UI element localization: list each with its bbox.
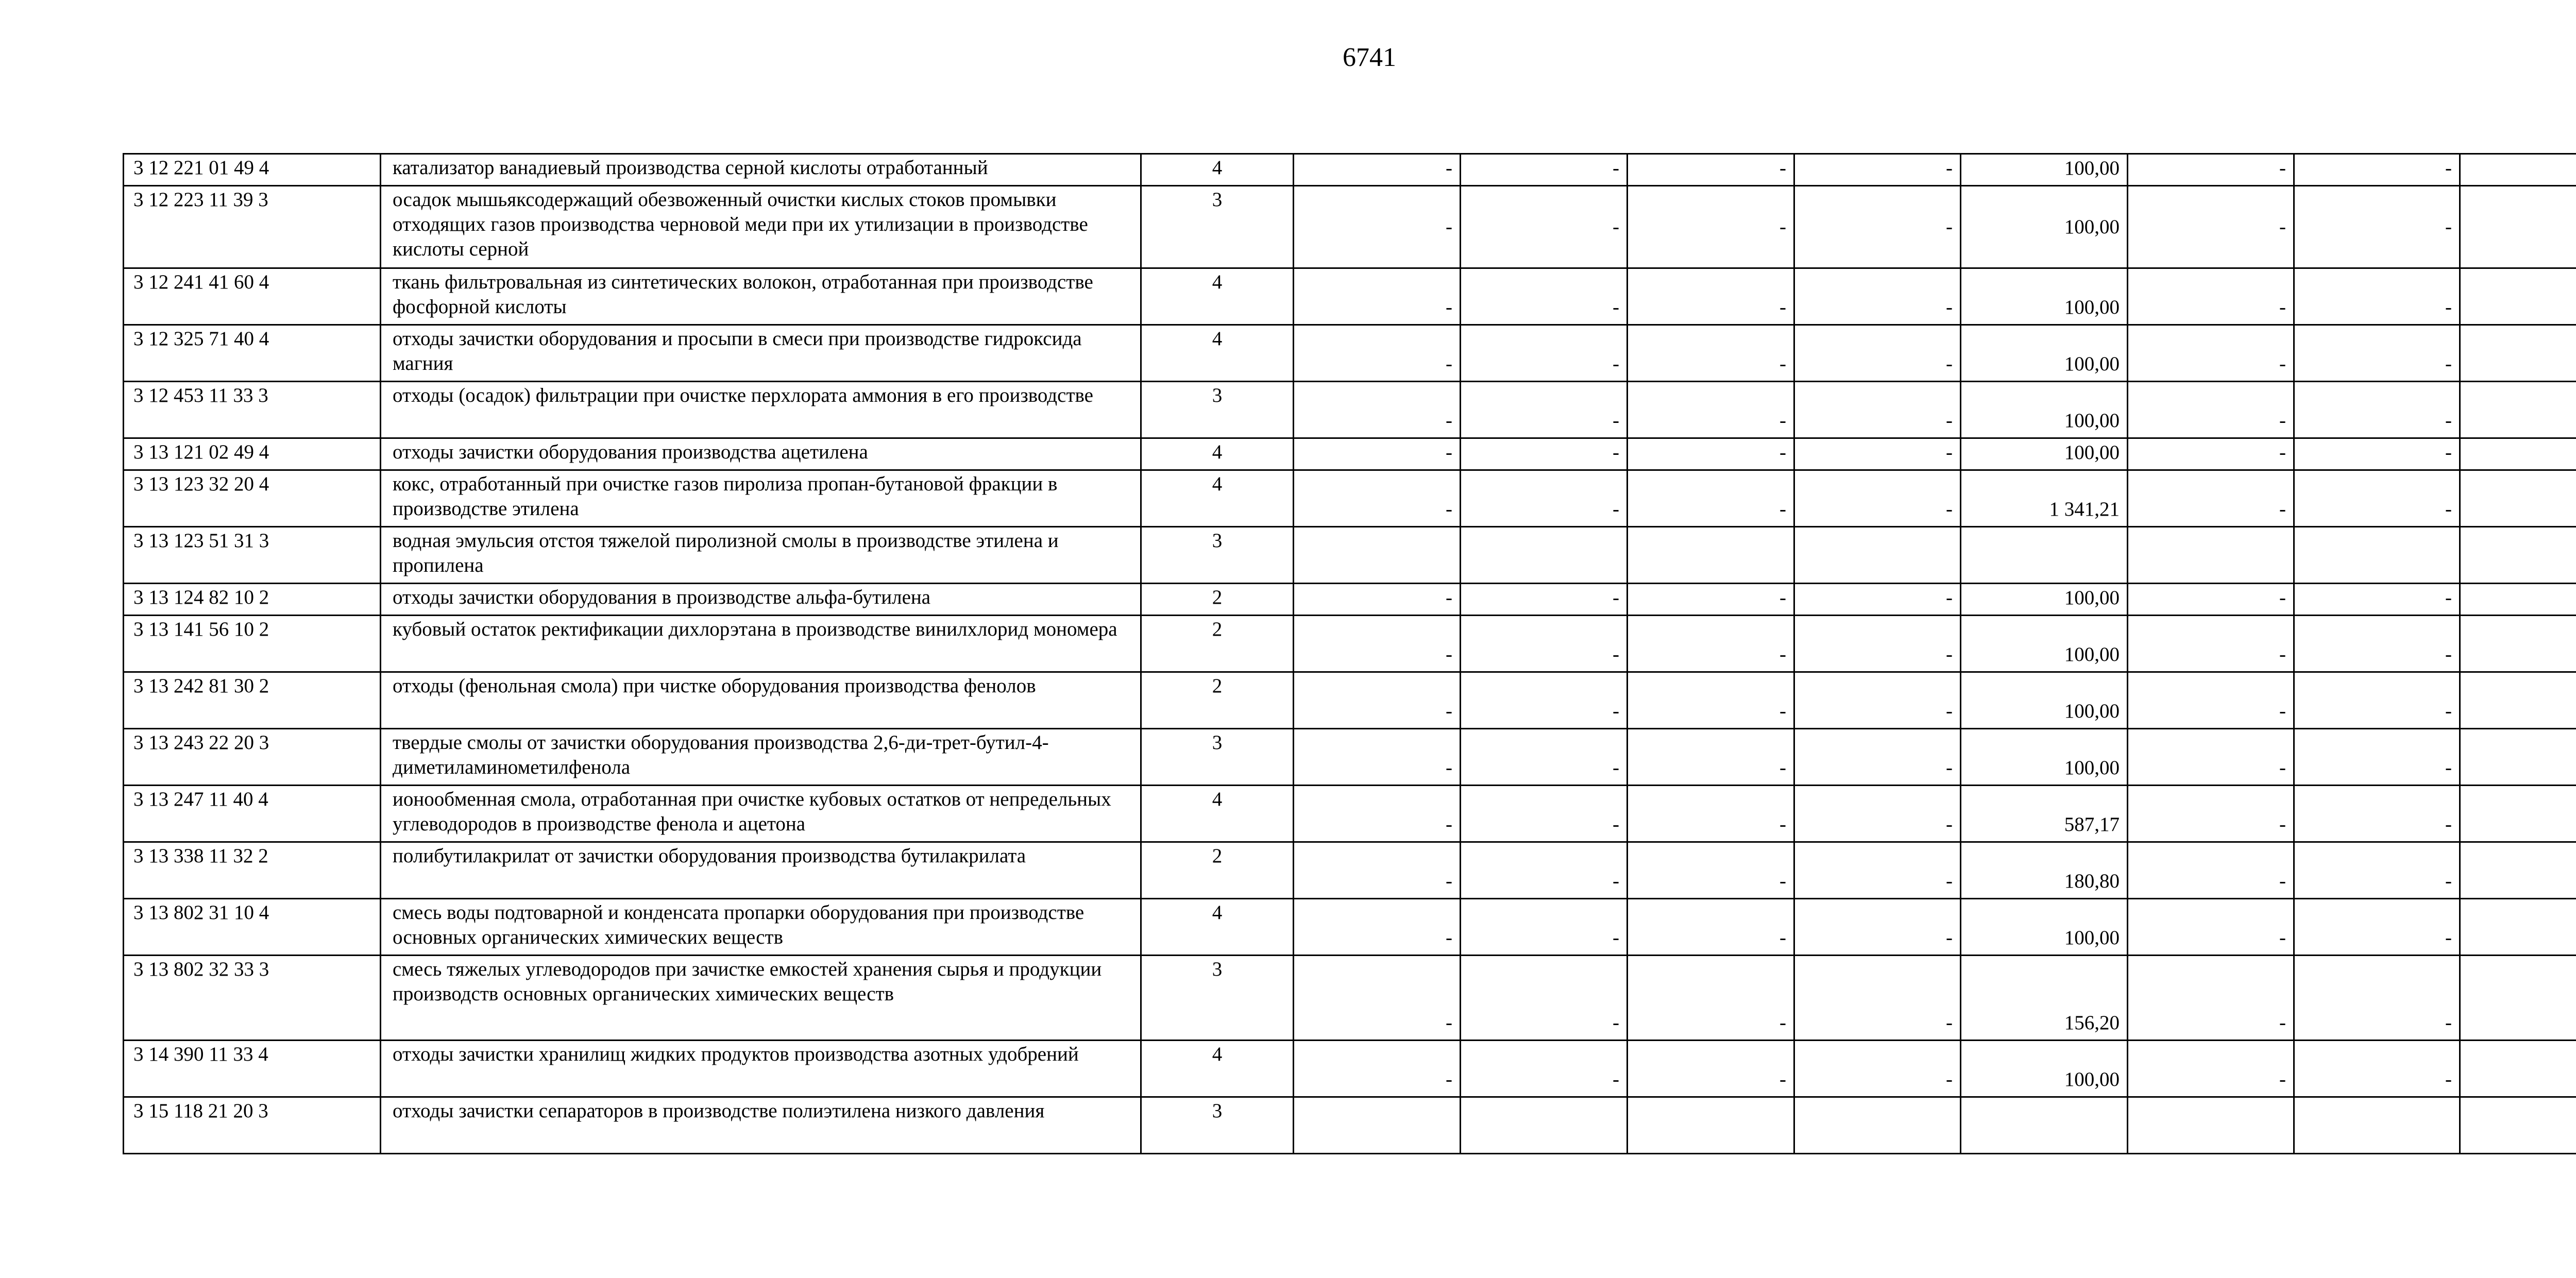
waste-name-cell: отходы зачистки сепараторов в производстве полиэтилена низкого давления	[381, 1097, 1141, 1154]
value-cell-6: -	[2128, 729, 2294, 786]
page-number: 6741	[1343, 43, 1396, 72]
value-cell-5: 100,00	[1961, 186, 2128, 268]
value-cell-2: -	[1461, 842, 1628, 899]
value-cell-2: -	[1461, 1041, 1628, 1097]
table-row	[124, 786, 2576, 842]
value-cell-6	[2128, 527, 2294, 584]
value-cell-8	[2460, 786, 2576, 842]
value-cell-4: -	[1794, 729, 1961, 786]
hazard-class-cell: 2	[1141, 842, 1294, 899]
table-body	[124, 154, 2576, 1154]
value-cell-3: -	[1628, 1041, 1794, 1097]
waste-code-cell: 3 13 802 32 33 3	[124, 956, 381, 1041]
table-row	[124, 186, 2576, 268]
value-cell-7: -	[2294, 268, 2460, 325]
waste-name-cell: отходы зачистки оборудования в производстве альфа-бутилена	[381, 584, 1141, 616]
value-cell-3: -	[1628, 956, 1794, 1041]
value-cell-7: -	[2294, 842, 2460, 899]
hazard-class-cell: 4	[1141, 325, 1294, 382]
table-row	[124, 672, 2576, 729]
value-cell-8	[2460, 842, 2576, 899]
value-cell-1: -	[1294, 899, 1461, 956]
waste-name-cell: ионообменная смола, отработанная при очистке кубовых остатков от непредельных углеводородов в производстве фенола и ацетона	[381, 786, 1141, 842]
waste-code-cell: 3 13 338 11 32 2	[124, 842, 381, 899]
value-cell-8	[2460, 584, 2576, 616]
value-cell-5: 100,00	[1961, 672, 2128, 729]
value-cell-6: -	[2128, 470, 2294, 527]
value-cell-2: -	[1461, 956, 1628, 1041]
table-row	[124, 154, 2576, 186]
value-cell-7: -	[2294, 672, 2460, 729]
value-cell-2: -	[1461, 786, 1628, 842]
value-cell-2	[1461, 527, 1628, 584]
value-cell-7: -	[2294, 186, 2460, 268]
value-cell-7: -	[2294, 584, 2460, 616]
waste-code-cell: 3 13 141 56 10 2	[124, 616, 381, 672]
value-cell-2: -	[1461, 438, 1628, 470]
table-row	[124, 470, 2576, 527]
table-row	[124, 382, 2576, 438]
waste-code-cell: 3 12 241 41 60 4	[124, 268, 381, 325]
value-cell-5: 180,80	[1961, 842, 2128, 899]
value-cell-2: -	[1461, 382, 1628, 438]
waste-name-cell: отходы зачистки оборудования и просыпи в смеси при производстве гидроксида магния	[381, 325, 1141, 382]
value-cell-5: 156,20	[1961, 956, 2128, 1041]
value-cell-5: 100,00	[1961, 325, 2128, 382]
value-cell-6: -	[2128, 616, 2294, 672]
waste-name-cell: ткань фильтровальная из синтетических волокон, отработанная при производстве фосфорной кислоты	[381, 268, 1141, 325]
table-row	[124, 956, 2576, 1041]
value-cell-1: -	[1294, 786, 1461, 842]
waste-code-cell: 3 13 121 02 49 4	[124, 438, 381, 470]
value-cell-3	[1628, 1097, 1794, 1154]
value-cell-5	[1961, 1097, 2128, 1154]
value-cell-3: -	[1628, 470, 1794, 527]
table-row	[124, 1097, 2576, 1154]
waste-table	[123, 153, 2576, 1154]
value-cell-1: -	[1294, 382, 1461, 438]
value-cell-5: 1 341,21	[1961, 470, 2128, 527]
value-cell-3: -	[1628, 154, 1794, 186]
value-cell-1: -	[1294, 842, 1461, 899]
value-cell-5: 100,00	[1961, 438, 2128, 470]
value-cell-8	[2460, 382, 2576, 438]
hazard-class-cell: 3	[1141, 956, 1294, 1041]
hazard-class-cell: 3	[1141, 527, 1294, 584]
value-cell-7: -	[2294, 956, 2460, 1041]
waste-name-cell: отходы (осадок) фильтрации при очистке перхлората аммония в его производстве	[381, 382, 1141, 438]
value-cell-7: -	[2294, 1041, 2460, 1097]
value-cell-4: -	[1794, 438, 1961, 470]
value-cell-6: -	[2128, 186, 2294, 268]
value-cell-8	[2460, 325, 2576, 382]
hazard-class-cell: 4	[1141, 1041, 1294, 1097]
value-cell-7	[2294, 1097, 2460, 1154]
value-cell-6: -	[2128, 956, 2294, 1041]
value-cell-4: -	[1794, 956, 1961, 1041]
value-cell-3	[1628, 527, 1794, 584]
hazard-class-cell: 4	[1141, 268, 1294, 325]
waste-name-cell: кокс, отработанный при очистке газов пиролиза пропан-бутановой фракции в производстве этилена	[381, 470, 1141, 527]
value-cell-6	[2128, 1097, 2294, 1154]
value-cell-7: -	[2294, 899, 2460, 956]
value-cell-6: -	[2128, 899, 2294, 956]
value-cell-6: -	[2128, 154, 2294, 186]
table-row	[124, 584, 2576, 616]
value-cell-3: -	[1628, 268, 1794, 325]
waste-name-cell: отходы (фенольная смола) при чистке оборудования производства фенолов	[381, 672, 1141, 729]
table-row	[124, 438, 2576, 470]
value-cell-7: -	[2294, 786, 2460, 842]
value-cell-5	[1961, 527, 2128, 584]
value-cell-2: -	[1461, 729, 1628, 786]
waste-code-cell: 3 12 223 11 39 3	[124, 186, 381, 268]
value-cell-3: -	[1628, 325, 1794, 382]
value-cell-5: 100,00	[1961, 1041, 2128, 1097]
table-row	[124, 729, 2576, 786]
waste-name-cell: отходы зачистки хранилищ жидких продуктов производства азотных удобрений	[381, 1041, 1141, 1097]
value-cell-6: -	[2128, 325, 2294, 382]
waste-code-cell: 3 13 247 11 40 4	[124, 786, 381, 842]
hazard-class-cell: 4	[1141, 438, 1294, 470]
waste-code-cell: 3 13 242 81 30 2	[124, 672, 381, 729]
value-cell-6: -	[2128, 268, 2294, 325]
value-cell-4: -	[1794, 1041, 1961, 1097]
table-row	[124, 899, 2576, 956]
value-cell-1: -	[1294, 672, 1461, 729]
value-cell-2: -	[1461, 268, 1628, 325]
value-cell-3: -	[1628, 186, 1794, 268]
value-cell-8	[2460, 527, 2576, 584]
table-row	[124, 842, 2576, 899]
value-cell-7: -	[2294, 616, 2460, 672]
value-cell-4: -	[1794, 584, 1961, 616]
table-row	[124, 616, 2576, 672]
value-cell-6: -	[2128, 584, 2294, 616]
hazard-class-cell: 2	[1141, 584, 1294, 616]
hazard-class-cell: 4	[1141, 154, 1294, 186]
value-cell-1: -	[1294, 438, 1461, 470]
value-cell-2: -	[1461, 325, 1628, 382]
hazard-class-cell: 2	[1141, 672, 1294, 729]
value-cell-4: -	[1794, 325, 1961, 382]
value-cell-8	[2460, 1097, 2576, 1154]
value-cell-6: -	[2128, 1041, 2294, 1097]
waste-name-cell: смесь тяжелых углеводородов при зачистке емкостей хранения сырья и продукции производств основных органических химических веществ	[381, 956, 1141, 1041]
value-cell-8	[2460, 438, 2576, 470]
value-cell-3: -	[1628, 899, 1794, 956]
value-cell-2: -	[1461, 154, 1628, 186]
value-cell-2: -	[1461, 584, 1628, 616]
waste-name-cell: твердые смолы от зачистки оборудования производства 2,6-ди-трет-бутил-4-диметиламинометилфенола	[381, 729, 1141, 786]
value-cell-3: -	[1628, 842, 1794, 899]
value-cell-1: -	[1294, 186, 1461, 268]
value-cell-6: -	[2128, 842, 2294, 899]
table-row	[124, 325, 2576, 382]
value-cell-3: -	[1628, 584, 1794, 616]
value-cell-1: -	[1294, 616, 1461, 672]
value-cell-8	[2460, 268, 2576, 325]
waste-name-cell: отходы зачистки оборудования производства ацетилена	[381, 438, 1141, 470]
value-cell-1: -	[1294, 1041, 1461, 1097]
value-cell-4: -	[1794, 470, 1961, 527]
waste-name-cell: полибутилакрилат от зачистки оборудования производства бутилакрилата	[381, 842, 1141, 899]
waste-code-cell: 3 12 221 01 49 4	[124, 154, 381, 186]
waste-name-cell: смесь воды подтоварной и конденсата пропарки оборудования при производстве основных органических химических веществ	[381, 899, 1141, 956]
value-cell-8	[2460, 616, 2576, 672]
value-cell-7: -	[2294, 470, 2460, 527]
value-cell-1: -	[1294, 325, 1461, 382]
hazard-class-cell: 3	[1141, 729, 1294, 786]
value-cell-4: -	[1794, 786, 1961, 842]
value-cell-4: -	[1794, 616, 1961, 672]
value-cell-4: -	[1794, 672, 1961, 729]
waste-code-cell: 3 13 243 22 20 3	[124, 729, 381, 786]
value-cell-4: -	[1794, 899, 1961, 956]
value-cell-1: -	[1294, 584, 1461, 616]
hazard-class-cell: 2	[1141, 616, 1294, 672]
value-cell-1: -	[1294, 729, 1461, 786]
hazard-class-cell: 4	[1141, 899, 1294, 956]
value-cell-4: -	[1794, 154, 1961, 186]
value-cell-4: -	[1794, 842, 1961, 899]
value-cell-7: -	[2294, 382, 2460, 438]
value-cell-8	[2460, 470, 2576, 527]
value-cell-2: -	[1461, 186, 1628, 268]
value-cell-2: -	[1461, 470, 1628, 527]
value-cell-1: -	[1294, 470, 1461, 527]
value-cell-7	[2294, 527, 2460, 584]
value-cell-3: -	[1628, 729, 1794, 786]
value-cell-1: -	[1294, 154, 1461, 186]
value-cell-7: -	[2294, 729, 2460, 786]
waste-code-cell: 3 13 124 82 10 2	[124, 584, 381, 616]
value-cell-5: 100,00	[1961, 616, 2128, 672]
value-cell-5: 100,00	[1961, 268, 2128, 325]
waste-name-cell: кубовый остаток ректификации дихлорэтана в производстве винилхлорид мономера	[381, 616, 1141, 672]
value-cell-4: -	[1794, 268, 1961, 325]
value-cell-2: -	[1461, 899, 1628, 956]
value-cell-5: 100,00	[1961, 899, 2128, 956]
value-cell-4	[1794, 527, 1961, 584]
waste-code-cell: 3 15 118 21 20 3	[124, 1097, 381, 1154]
value-cell-7: -	[2294, 325, 2460, 382]
value-cell-1: -	[1294, 268, 1461, 325]
value-cell-4: -	[1794, 382, 1961, 438]
value-cell-7: -	[2294, 154, 2460, 186]
value-cell-8	[2460, 956, 2576, 1041]
value-cell-6: -	[2128, 438, 2294, 470]
value-cell-3: -	[1628, 672, 1794, 729]
value-cell-1	[1294, 1097, 1461, 1154]
value-cell-2	[1461, 1097, 1628, 1154]
value-cell-8	[2460, 1041, 2576, 1097]
hazard-class-cell: 3	[1141, 186, 1294, 268]
table-row	[124, 1041, 2576, 1097]
waste-code-cell: 3 13 123 32 20 4	[124, 470, 381, 527]
waste-code-cell: 3 14 390 11 33 4	[124, 1041, 381, 1097]
value-cell-3: -	[1628, 438, 1794, 470]
value-cell-6: -	[2128, 382, 2294, 438]
table-row	[124, 268, 2576, 325]
value-cell-5: 100,00	[1961, 729, 2128, 786]
value-cell-1	[1294, 527, 1461, 584]
waste-code-cell: 3 12 453 11 33 3	[124, 382, 381, 438]
value-cell-4: -	[1794, 186, 1961, 268]
value-cell-8	[2460, 899, 2576, 956]
value-cell-6: -	[2128, 786, 2294, 842]
waste-code-cell: 3 13 802 31 10 4	[124, 899, 381, 956]
value-cell-3: -	[1628, 786, 1794, 842]
value-cell-8	[2460, 729, 2576, 786]
value-cell-3: -	[1628, 616, 1794, 672]
value-cell-5: 100,00	[1961, 382, 2128, 438]
value-cell-7: -	[2294, 438, 2460, 470]
value-cell-8	[2460, 186, 2576, 268]
value-cell-8	[2460, 154, 2576, 186]
value-cell-2: -	[1461, 672, 1628, 729]
hazard-class-cell: 3	[1141, 1097, 1294, 1154]
waste-code-cell: 3 12 325 71 40 4	[124, 325, 381, 382]
table-row	[124, 527, 2576, 584]
value-cell-5: 100,00	[1961, 154, 2128, 186]
value-cell-1: -	[1294, 956, 1461, 1041]
value-cell-2: -	[1461, 616, 1628, 672]
value-cell-5: 100,00	[1961, 584, 2128, 616]
hazard-class-cell: 4	[1141, 470, 1294, 527]
waste-code-cell: 3 13 123 51 31 3	[124, 527, 381, 584]
waste-name-cell: осадок мышьяксодержащий обезвоженный очистки кислых стоков промывки отходящих газов производства черновой меди при их утилизации в производстве кислоты серной	[381, 186, 1141, 268]
value-cell-8	[2460, 672, 2576, 729]
hazard-class-cell: 4	[1141, 786, 1294, 842]
value-cell-3: -	[1628, 382, 1794, 438]
waste-name-cell: водная эмульсия отстоя тяжелой пиролизной смолы в производстве этилена и пропилена	[381, 527, 1141, 584]
value-cell-4	[1794, 1097, 1961, 1154]
waste-name-cell: катализатор ванадиевый производства серной кислоты отработанный	[381, 154, 1141, 186]
hazard-class-cell: 3	[1141, 382, 1294, 438]
value-cell-6: -	[2128, 672, 2294, 729]
value-cell-5: 587,17	[1961, 786, 2128, 842]
